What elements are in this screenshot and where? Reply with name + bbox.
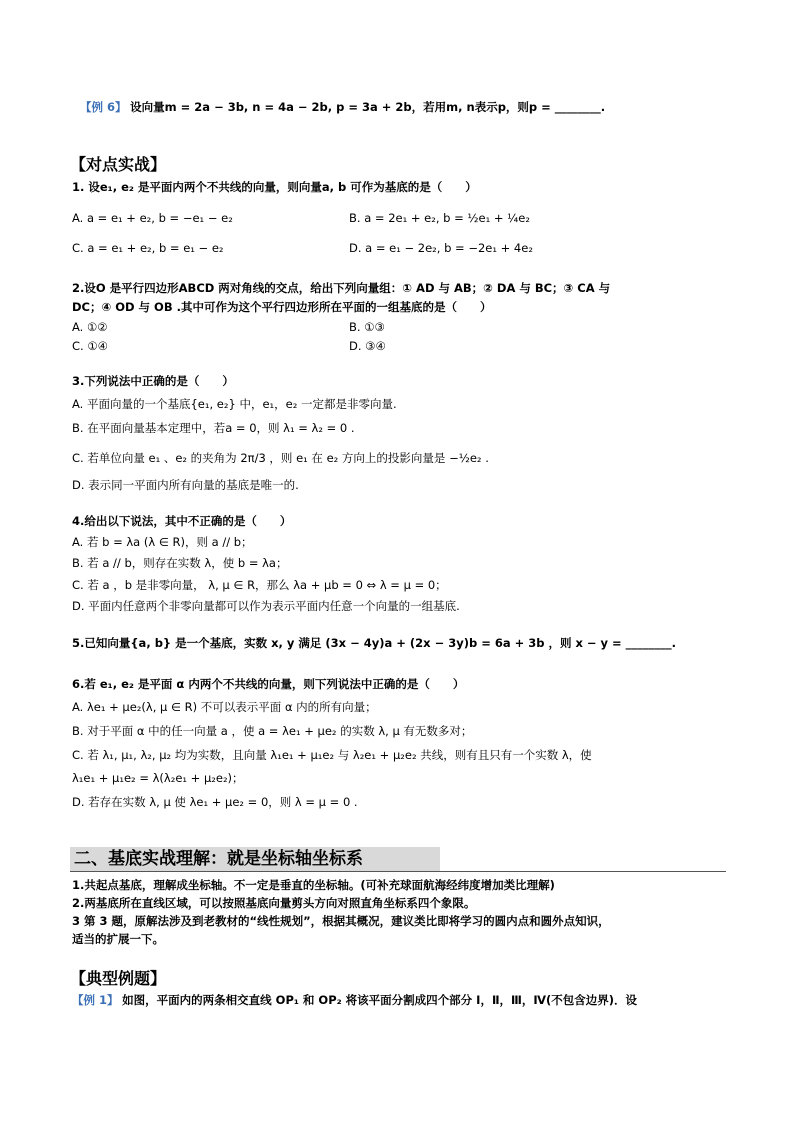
q5-stem: 5.已知向量{a, b} 是一个基底，实数 x, y 满足 (3x − 4y)a + (2x − 3y)b = 6a + 3b ，则 x − y = ________. — [72, 636, 677, 650]
example6-tag: 【例 6】 — [80, 100, 127, 114]
q2-stem-line2: DC；④ OD 与 OB .其中可作为这个平行四边形所在平面的一组基底的是（ ） — [72, 300, 492, 314]
q2-option-c: C. ①④ — [72, 339, 108, 353]
q2-option-a: A. ①② — [72, 320, 108, 334]
q2-option-b: B. ①③ — [349, 320, 385, 334]
q1-option-a: A. a = e₁ + e₂, b = −e₁ − e₂ — [72, 211, 233, 225]
q4-stem: 4.给出以下说法，其中不正确的是（ ） — [72, 514, 292, 528]
section2-banner: 二、基底实战理解：就是坐标轴坐标系 — [70, 847, 440, 871]
q4-option-c: C. 若 a ，b 是非零向量， λ, μ ∈ R，那么 λa + μb = 0 ⇔ λ = μ = 0； — [72, 578, 447, 592]
section2-point-3-line2: 适当的扩展一下。 — [72, 932, 164, 946]
example6-line — [80, 100, 605, 114]
q6-option-b: B. 对于平面 α 中的任一向量 a ，使 a = λe₁ + μe₂ 的实数 λ, μ 有无数多对； — [72, 724, 473, 738]
q4-option-d: D. 平面内任意两个非零向量都可以作为表示平面内任意一个向量的一组基底. — [72, 599, 460, 613]
q6-option-a: A. λe₁ + μe₂(λ, μ ∈ R) 不可以表示平面 α 内的所有向量； — [72, 700, 377, 714]
section2-point-1: 1.共起点基底，理解成坐标轴。不一定是垂直的坐标轴。(可补充球面航海经纬度增加类比理解) — [72, 878, 555, 892]
q6-stem: 6.若 e₁, e₂ 是平面 α 内两个不共线的向量，则下列说法中正确的是（ ） — [72, 677, 465, 691]
q2-stem-line1: 2.设O 是平行四边形ABCD 两对角线的交点，给出下列向量组：① AD 与 AB；② DA 与 BC；③ CA 与 — [72, 281, 611, 295]
q3-option-a: A. 平面向量的一个基底{e₁, e₂} 中，e₁，e₂ 一定都是非零向量. — [72, 397, 397, 411]
q6-option-c-line1: C. 若 λ₁, μ₁, λ₂, μ₂ 均为实数，且向量 λ₁e₁ + μ₁e₂ 与 λ₂e₁ + μ₂e₂ 共线，则有且只有一个实数 λ，使 — [72, 748, 592, 762]
example6-text: 设向量m = 2a − 3b, n = 4a − 2b, p = 3a + 2b，若用m, n表示p，则p = ________. — [130, 100, 606, 114]
q3-stem: 3.下列说法中正确的是（ ） — [72, 374, 234, 388]
q1-option-b: B. a = 2e₁ + e₂, b = ½e₁ + ¼e₂ — [349, 211, 530, 225]
section2-rule — [70, 871, 726, 872]
practice-heading: 【对点实战】 — [70, 155, 167, 174]
q4-option-a: A. 若 b = λa (λ ∈ R)，则 a // b； — [72, 535, 253, 549]
section2-point-2: 2.两基底所在直线区域，可以按照基底向量剪头方向对照直角坐标系四个象限。 — [72, 896, 476, 910]
example1-line — [72, 993, 637, 1007]
q1-stem: 1. 设e₁, e₂ 是平面内两个不共线的向量，则向量a, b 可作为基底的是（ ） — [72, 180, 477, 194]
q4-option-b: B. 若 a // b，则存在实数 λ，使 b = λa； — [72, 556, 288, 570]
section2-point-3-line1: 3 第 3 题，原解法涉及到老教材的“线性规划”，根据其概况，建议类比即将学习的圆内点和圆外点知识， — [72, 914, 610, 928]
q1-option-d: D. a = e₁ − 2e₂, b = −2e₁ + 4e₂ — [349, 241, 533, 255]
typical-heading: 【典型例题】 — [70, 969, 167, 988]
example1-text: 如图，平面内的两条相交直线 OP₁ 和 OP₂ 将该平面分割成四个部分 Ⅰ，Ⅱ，Ⅲ，Ⅳ(不包含边界)．设 — [122, 993, 638, 1007]
q3-option-d: D. 表示同一平面内所有向量的基底是唯一的. — [72, 478, 299, 492]
q3-option-c: C. 若单位向量 e₁ 、e₂ 的夹角为 2π/3 ，则 e₁ 在 e₂ 方向上的投影向量是 −½e₂ . — [72, 451, 489, 465]
q3-option-b: B. 在平面向量基本定理中，若a = 0，则 λ₁ = λ₂ = 0 . — [72, 421, 355, 435]
q6-option-d: D. 若存在实数 λ, μ 使 λe₁ + μe₂ = 0，则 λ = μ = 0 . — [72, 795, 358, 809]
q2-option-d: D. ③④ — [349, 339, 386, 353]
example1-tag: 【例 1】 — [72, 993, 119, 1007]
q6-option-c-line2: λ₁e₁ + μ₁e₂ = λ(λ₂e₁ + μ₂e₂)； — [72, 771, 244, 785]
q1-option-c: C. a = e₁ + e₂, b = e₁ − e₂ — [72, 241, 224, 255]
